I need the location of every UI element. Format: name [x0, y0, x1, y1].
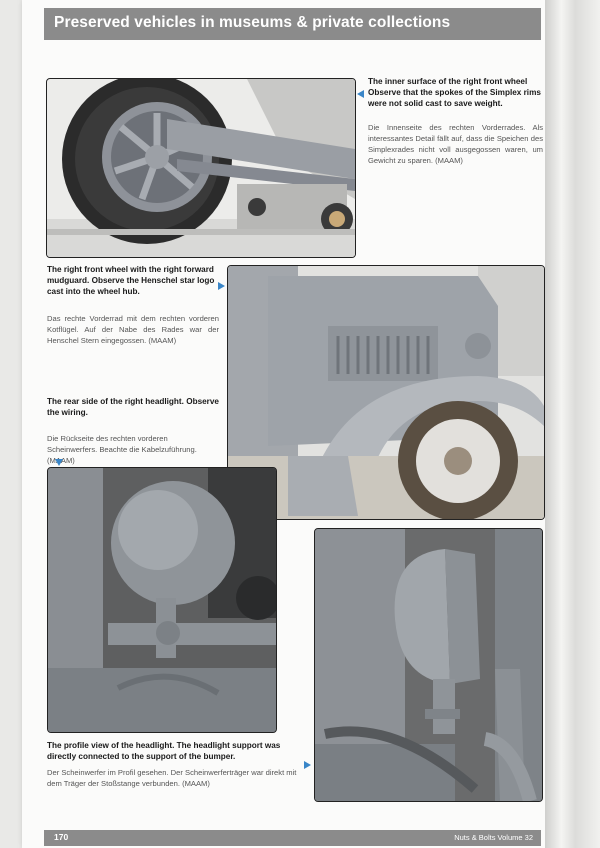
photo-headlight-profile [314, 528, 543, 802]
headlight-rear-illustration [48, 468, 276, 732]
section-header [44, 8, 541, 40]
page-footer [44, 830, 541, 846]
caption-wheel-inner-en: The inner surface of the right front wheel Observe that the spokes of the Simplex rims were not solid cast to save weight. [368, 77, 541, 108]
caption-pointer-arrow [55, 459, 63, 466]
photo-headlight-rear [47, 467, 277, 733]
caption-wheel-inner-de: Die Innenseite des rechten Vorderrades. Als interessantes Detail fällt auf, dass die Speichen des Simplexrades nicht voll ausgegossen waren, um Gewicht zu sparen. (MAAM) [368, 123, 543, 165]
caption-pointer-arrow [357, 90, 364, 98]
caption-pointer-arrow [304, 761, 311, 769]
caption-headlight-profile-de: Der Scheinwerfer im Profil gesehen. Der Scheinwerferträger war direkt mit dem Träger der Stoßstange verbunden. (MAAM) [47, 768, 297, 788]
headlight-profile-illustration [315, 529, 542, 801]
caption-pointer-arrow [218, 282, 225, 290]
caption-front-wheel-de: Das rechte Vorderrad mit dem rechten vorderen Kotflügel. Auf der Nabe des Rades war der Henschel Stern eingegossen. (MAAM) [47, 314, 219, 345]
book-gutter [545, 0, 600, 848]
caption-headlight-rear-en: The rear side of the right headlight. Observe the wiring. [47, 397, 219, 417]
caption-headlight-profile-en: The profile view of the headlight. The headlight support was directly connected to the support of the bumper. [47, 741, 281, 761]
page-number: 170 [54, 832, 69, 842]
caption-front-wheel-en: The right front wheel with the right forward mudguard. Observe the Henschel star logo cast into the wheel hub. [47, 265, 215, 296]
section-title: Preserved vehicles in museums & private collections [54, 14, 451, 31]
photo-wheel-inner [46, 78, 356, 258]
wheel-inner-illustration [47, 79, 355, 257]
caption-headlight-rear-de: Die Rückseite des rechten vorderen Scheinwerfers. Beachte die Kabelzuführung. (MAAM) [47, 434, 197, 465]
volume-title: Nuts & Bolts Volume 32 [454, 833, 533, 842]
